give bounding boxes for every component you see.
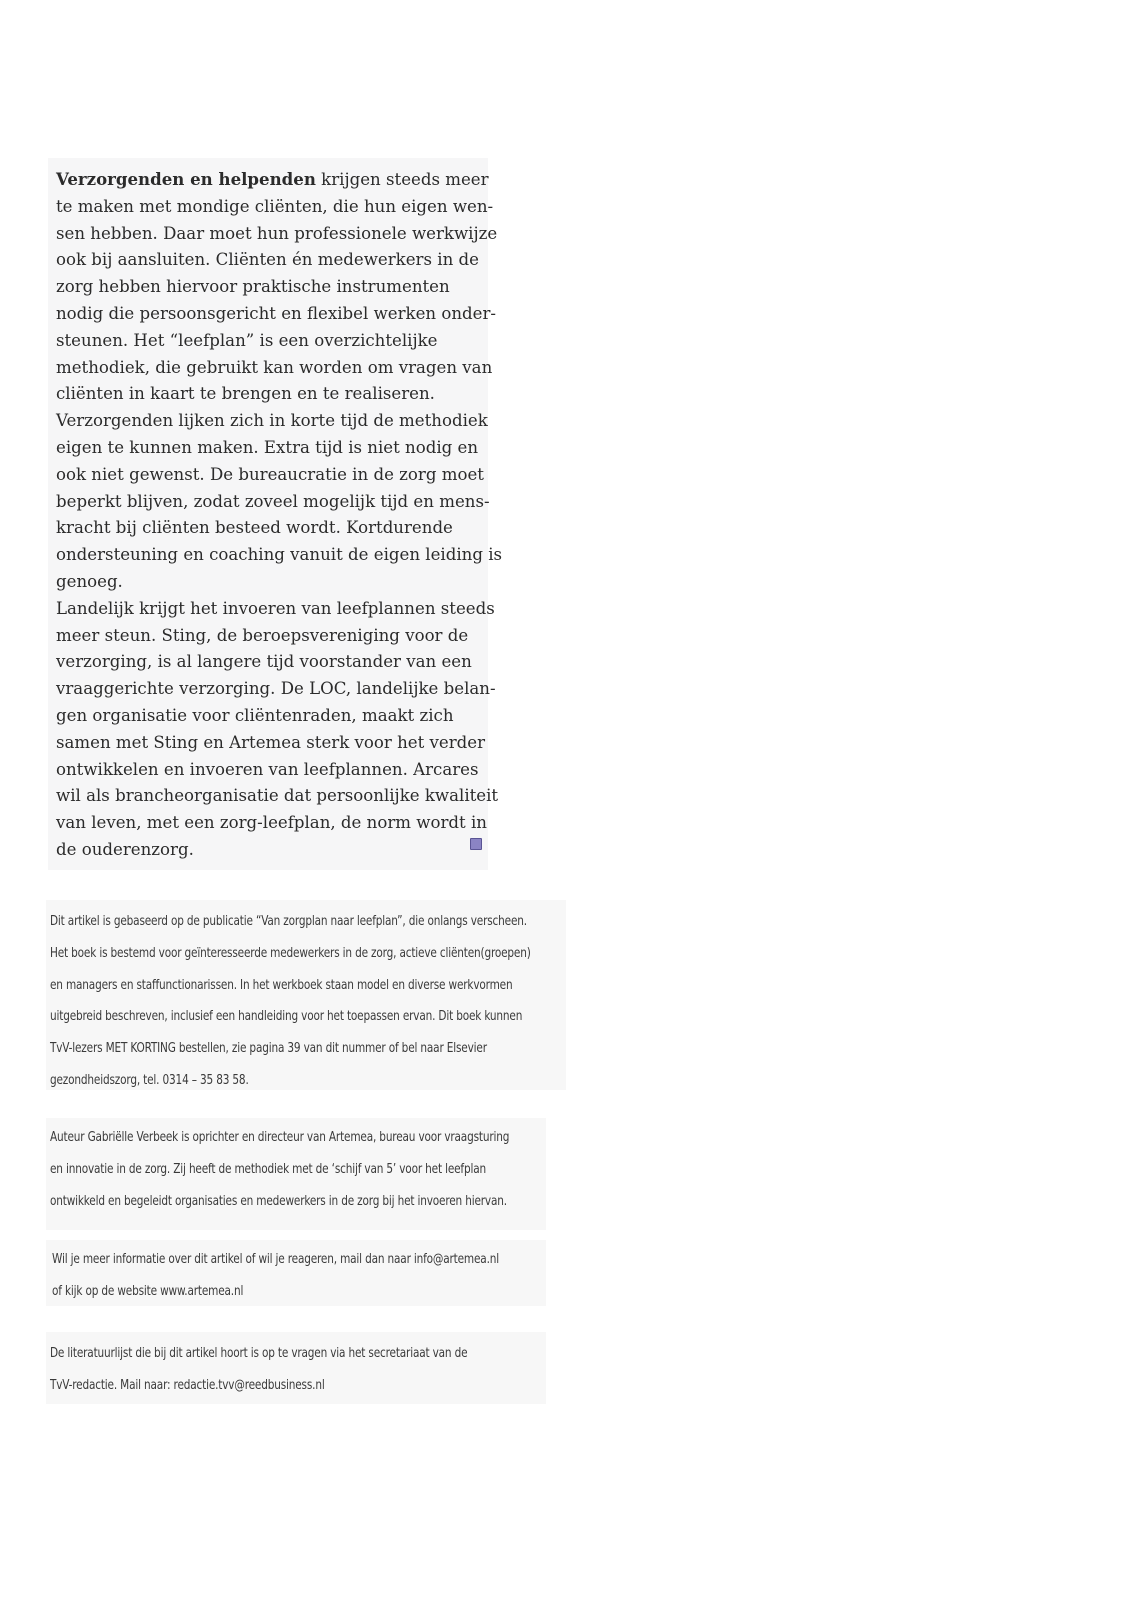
article-line: beperkt blijven, zodat zoveel mogelijk tijd en mens-	[56, 491, 490, 511]
author-note	[50, 1122, 584, 1217]
article-line: eigen te kunnen maken. Extra tijd is niet nodig en	[56, 437, 479, 457]
article-line: cliënten in kaart te brengen en te realiseren.	[56, 384, 435, 404]
publication-note-line: gezondheidszorg, tel. 0314 – 35 83 58.	[50, 1071, 249, 1088]
article-line: verzorging, is al langere tijd voorstander van een	[56, 652, 472, 672]
article-line-1	[56, 166, 489, 194]
article-line: methodiek, die gebruikt kan worden om vragen van	[56, 357, 493, 377]
article-line: de ouderenzorg.	[56, 839, 194, 859]
article-line: sen hebben. Daar moet hun professionele werkwijze	[56, 223, 498, 243]
article-line: Verzorgenden lijken zich in korte tijd de methodiek	[56, 411, 488, 431]
article-line: gen organisatie voor cliëntenraden, maakt zich	[56, 705, 454, 725]
literature-note	[50, 1338, 535, 1402]
article-line: meer steun. Sting, de beroepsvereniging voor de	[56, 625, 469, 645]
article-line: samen met Sting en Artemea sterk voor het verder	[56, 732, 486, 752]
article-line: ondersteuning en coaching vanuit de eigen leiding is	[56, 545, 503, 565]
article-line: genoeg.	[56, 571, 123, 591]
article-line: kracht bij cliënten besteed wordt. Kortdurende	[56, 518, 453, 538]
article-line: steunen. Het “leefplan” is een overzichtelijke	[56, 330, 438, 350]
article-line-1-rest: krijgen steeds meer	[315, 170, 489, 189]
article-line: wil als brancheorganisatie dat persoonlijke kwaliteit	[56, 786, 499, 806]
article-body	[56, 166, 503, 864]
literature-note-line: De literatuurlijst die bij dit artikel hoort is op te vragen via het secretariaat van de	[50, 1345, 468, 1361]
author-note-line: ontwikkeld en begeleidt organisaties en medewerkers in de zorg bij het invoeren hiervan.	[50, 1192, 507, 1209]
publication-note-line: Het boek is bestemd voor geïnteresseerde medewerkers in de zorg, actieve cliënten(groepen)	[50, 944, 531, 961]
publication-note-line: Dit artikel is gebaseerd op de publicatie “Van zorgplan naar leefplan”, die onlangs verscheen.	[50, 913, 527, 929]
publication-note	[50, 906, 609, 1097]
article-line: nodig die persoonsgericht en flexibel werken onder-	[56, 303, 497, 323]
article-line: vraaggerichte verzorging. De LOC, landelijke belan-	[56, 679, 496, 699]
article-line: van leven, met een zorg-leefplan, de norm wordt in	[56, 813, 487, 833]
publication-note-line: TvV-lezers MET KORTING bestellen, zie pagina 39 van dit nummer of bel naar Elsevier	[50, 1040, 487, 1057]
publication-note-line: en managers en staffunctionarissen. In het werkboek staan model en diverse werkvormen	[50, 976, 513, 993]
article-line: zorg hebben hiervoor praktische instrumenten	[56, 277, 450, 297]
article-line: ontwikkelen en invoeren van leefplannen. Arcares	[56, 759, 479, 779]
author-note-line: en innovatie in de zorg. Zij heeft de methodiek met de ‘schijf van 5’ voor het leefplan	[50, 1160, 486, 1177]
contact-note	[52, 1244, 572, 1308]
article-line: ook niet gewenst. De bureaucratie in de zorg moet	[56, 464, 484, 484]
article-lead-text: Verzorgenden en helpenden	[56, 169, 316, 189]
literature-note-line: TvV-redactie. Mail naar: redactie.tvv@reedbusiness.nl	[50, 1376, 325, 1393]
contact-note-line: Wil je meer informatie over dit artikel of wil je reageren, mail dan naar info@artemea.nl	[52, 1251, 499, 1267]
end-of-article-square-icon	[470, 838, 482, 850]
contact-note-line: of kijk op de website www.artemea.nl	[52, 1282, 244, 1299]
article-line: Landelijk krijgt het invoeren van leefplannen steeds	[56, 598, 495, 618]
publication-note-line: uitgebreid beschreven, inclusief een handleiding voor het toepassen ervan. Dit boek kunnen	[50, 1008, 523, 1025]
author-note-line: Auteur Gabriëlle Verbeek is oprichter en directeur van Artemea, bureau voor vraagsturing	[50, 1129, 510, 1145]
article-line: ook bij aansluiten. Cliënten én medewerkers in de	[56, 250, 479, 270]
article-line: te maken met mondige cliënten, die hun eigen wen-	[56, 196, 494, 216]
